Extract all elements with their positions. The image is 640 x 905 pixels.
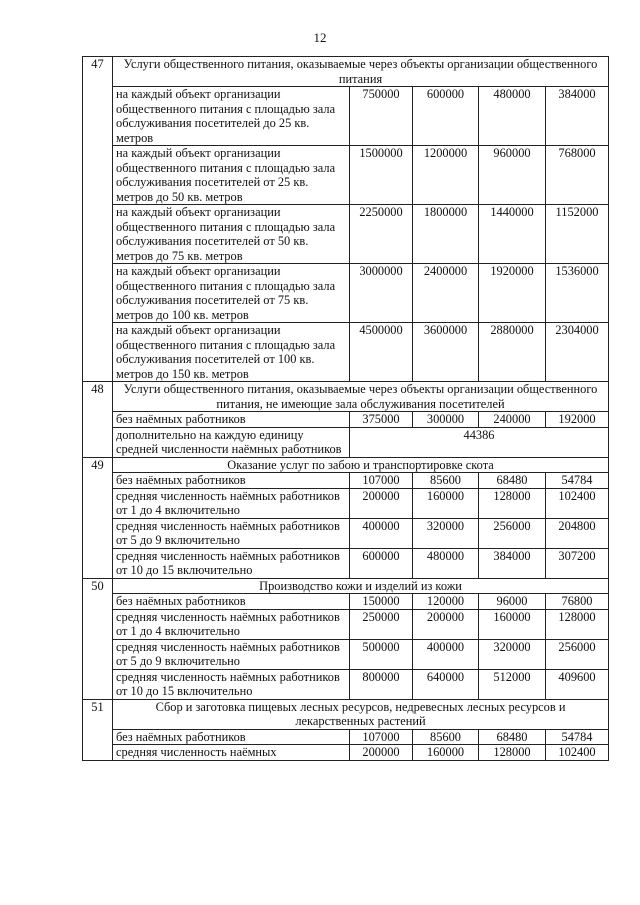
section-number: 49: [83, 457, 113, 578]
row-label: средняя численность наёмных работников от 10 до 15 включительно: [113, 548, 350, 578]
value-cell: 960000: [479, 146, 546, 205]
value-cell: 54784: [546, 473, 609, 489]
value-cell: 160000: [413, 745, 479, 761]
table-row: [83, 518, 609, 548]
value-cell: 200000: [350, 745, 413, 761]
value-cell: 68480: [479, 473, 546, 489]
section-header-row: [83, 699, 609, 729]
value-cell: 375000: [350, 412, 413, 428]
row-label: без наёмных работников: [113, 594, 350, 610]
value-cell: 2880000: [479, 323, 546, 382]
value-cell: 1800000: [413, 205, 479, 264]
table-row: [83, 745, 609, 761]
value-cell: 240000: [479, 412, 546, 428]
value-cell: 1152000: [546, 205, 609, 264]
section-number: 50: [83, 578, 113, 699]
value-cell: 800000: [350, 669, 413, 699]
value-cell: 320000: [479, 639, 546, 669]
value-cell: 102400: [546, 745, 609, 761]
value-cell: 2304000: [546, 323, 609, 382]
row-label: без наёмных работников: [113, 412, 350, 428]
value-cell: 128000: [546, 609, 609, 639]
value-cell: 76800: [546, 594, 609, 610]
value-cell: 3000000: [350, 264, 413, 323]
section-title: Услуги общественного питания, оказываемые через объекты организации общественного питания, не имеющие зала обслуживания посетителей: [113, 382, 609, 412]
table-row: [83, 594, 609, 610]
row-label: дополнительно на каждую единицу средней численности наёмных работников: [113, 427, 350, 457]
value-cell: 96000: [479, 594, 546, 610]
value-cell: 200000: [413, 609, 479, 639]
value-cell: 160000: [479, 609, 546, 639]
section-title: Сбор и заготовка пищевых лесных ресурсов, недревесных лесных ресурсов и лекарственных растений: [113, 699, 609, 729]
table-row: [83, 729, 609, 745]
row-label: на каждый объект организации общественного питания с площадью зала обслуживания посетителей от 75 кв. метров до 100 кв. метров: [113, 264, 350, 323]
section-number: 48: [83, 382, 113, 458]
value-cell: 54784: [546, 729, 609, 745]
value-cell: 640000: [413, 669, 479, 699]
table-row: [83, 87, 609, 146]
value-cell: 750000: [350, 87, 413, 146]
value-cell: 102400: [546, 488, 609, 518]
value-cell: 128000: [479, 745, 546, 761]
value-cell: 120000: [413, 594, 479, 610]
row-label: на каждый объект организации общественного питания с площадью зала обслуживания посетителей до 25 кв. метров: [113, 87, 350, 146]
row-label: на каждый объект организации общественного питания с площадью зала обслуживания посетителей от 50 кв. метров до 75 кв. метров: [113, 205, 350, 264]
section-header-row: [83, 57, 609, 87]
value-cell: 768000: [546, 146, 609, 205]
value-cell: 3600000: [413, 323, 479, 382]
value-cell: 1920000: [479, 264, 546, 323]
table-row: [83, 488, 609, 518]
value-cell: 256000: [479, 518, 546, 548]
row-label: средняя численность наёмных работников от 5 до 9 включительно: [113, 639, 350, 669]
value-cell: 2400000: [413, 264, 479, 323]
value-cell: 107000: [350, 473, 413, 489]
section-header-row: [83, 578, 609, 594]
value-cell: 160000: [413, 488, 479, 518]
row-label: без наёмных работников: [113, 729, 350, 745]
value-cell: 128000: [479, 488, 546, 518]
table-row: [83, 427, 609, 457]
value-cell: 320000: [413, 518, 479, 548]
value-cell: 500000: [350, 639, 413, 669]
value-cell: 150000: [350, 594, 413, 610]
value-cell: 480000: [479, 87, 546, 146]
table-row: [83, 473, 609, 489]
value-cell: 68480: [479, 729, 546, 745]
value-cell: 107000: [350, 729, 413, 745]
table-row: [83, 669, 609, 699]
value-cell: 300000: [413, 412, 479, 428]
section-number: 51: [83, 699, 113, 760]
section-title: Услуги общественного питания, оказываемые через объекты организации общественного питания: [113, 57, 609, 87]
row-label: на каждый объект организации общественного питания с площадью зала обслуживания посетителей от 25 кв. метров до 50 кв. метров: [113, 146, 350, 205]
row-label: средняя численность наёмных работников от 10 до 15 включительно: [113, 669, 350, 699]
value-cell: 480000: [413, 548, 479, 578]
value-cell: 1536000: [546, 264, 609, 323]
table-row: [83, 205, 609, 264]
row-label: средняя численность наёмных: [113, 745, 350, 761]
value-cell: 1200000: [413, 146, 479, 205]
value-cell: 512000: [479, 669, 546, 699]
value-cell: 400000: [413, 639, 479, 669]
value-cell: 204800: [546, 518, 609, 548]
section-number: 47: [83, 57, 113, 382]
value-cell: 256000: [546, 639, 609, 669]
value-cell: 4500000: [350, 323, 413, 382]
tariff-table: [82, 56, 609, 761]
section-title: Производство кожи и изделий из кожи: [113, 578, 609, 594]
table-row: [83, 264, 609, 323]
table-row: [83, 609, 609, 639]
value-cell: 1440000: [479, 205, 546, 264]
value-cell: 250000: [350, 609, 413, 639]
value-cell: 1500000: [350, 146, 413, 205]
value-cell: 600000: [350, 548, 413, 578]
row-label: на каждый объект организации общественного питания с площадью зала обслуживания посетителей от 100 кв. метров до 150 кв. метров: [113, 323, 350, 382]
page-number: 12: [313, 30, 327, 45]
value-cell: 384000: [479, 548, 546, 578]
tariff-table-body: [83, 57, 609, 761]
row-label: средняя численность наёмных работников от 1 до 4 включительно: [113, 488, 350, 518]
value-cell: 200000: [350, 488, 413, 518]
row-label: средняя численность наёмных работников от 5 до 9 включительно: [113, 518, 350, 548]
value-cell: 409600: [546, 669, 609, 699]
table-row: [83, 639, 609, 669]
value-cell: 600000: [413, 87, 479, 146]
value-cell: 384000: [546, 87, 609, 146]
value-cell: 85600: [413, 473, 479, 489]
value-cell: 192000: [546, 412, 609, 428]
row-label: средняя численность наёмных работников от 1 до 4 включительно: [113, 609, 350, 639]
value-cell: 307200: [546, 548, 609, 578]
section-header-row: [83, 457, 609, 473]
section-header-row: [83, 382, 609, 412]
section-title: Оказание услуг по забою и транспортировке скота: [113, 457, 609, 473]
value-cell: 400000: [350, 518, 413, 548]
row-label: без наёмных работников: [113, 473, 350, 489]
merged-value-cell: 44386: [350, 427, 609, 457]
table-row: [83, 412, 609, 428]
table-row: [83, 323, 609, 382]
value-cell: 2250000: [350, 205, 413, 264]
value-cell: 85600: [413, 729, 479, 745]
table-row: [83, 548, 609, 578]
table-row: [83, 146, 609, 205]
